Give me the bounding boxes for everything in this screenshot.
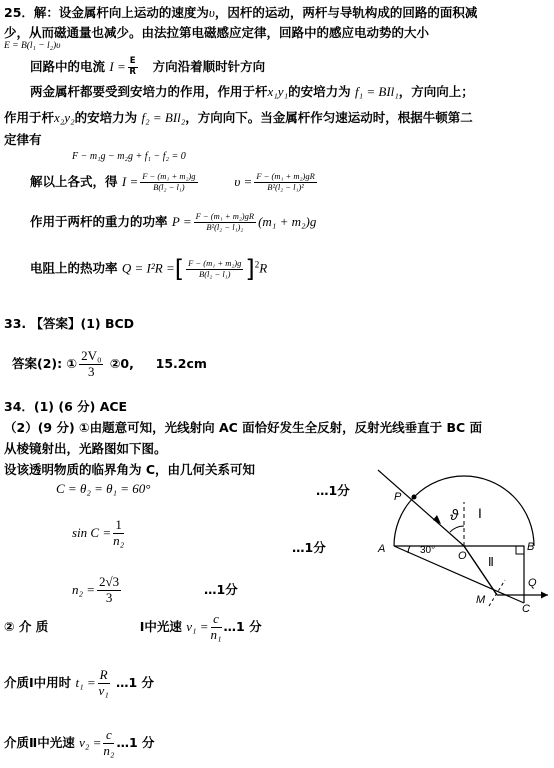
p34-eq-v1-line: ② 介 质 Ⅰ中光速 v₁ = $\frac{c}{\text{n₁}}$ …1 分: [4, 611, 262, 642]
p34-line2: （2）(9 分) ①由题意可知，光线射向 AC 面恰好发生全反射，反射光线垂直于 BC 面: [4, 420, 483, 435]
label-region-II: Ⅱ: [488, 555, 494, 569]
current-fraction: $\frac{E}{R}$: [129, 56, 136, 77]
p34-eq-v2-line: 介质Ⅱ中光速 v₂ = $\frac{c}{\text{n₂}}$ …1 分: [4, 727, 155, 758]
right-angle-marker: [516, 546, 524, 554]
p25-heat-power-line: 电阻上的热功率 Q = I²R =[ $\frac{\text{F − (m₁ + m₂)g}}{\text{B(l₂ − l₁)}}$ ]$^2$R: [30, 255, 268, 283]
p34-eq3-points: …1分: [204, 582, 238, 597]
label-B: B: [527, 541, 535, 553]
p34-eq-n2: n₂ = $\frac{2√3}{3}$: [72, 574, 120, 605]
label-C: C: [522, 603, 530, 612]
label-A: A: [378, 543, 386, 555]
label-region-I: Ⅰ: [478, 506, 482, 521]
label-Q: Q: [528, 577, 537, 589]
theta-arc: [450, 526, 464, 532]
label-P: P: [394, 491, 402, 503]
refracted-ray: [464, 546, 497, 595]
p25-line1: 25．解：设金属杆向上运动的速度为υ，因杆的运动，两杆与导轨构成的回路的面积减: [4, 5, 478, 20]
p34-eq-t1-line: 介质Ⅰ中用时 t₁ = $\frac{R}{\text{v₁}}$ …1 分: [4, 667, 155, 698]
label-angle-30: 30°: [420, 545, 436, 556]
p25-emf-equation: E = B(l₁ − l₂)υ: [4, 41, 61, 51]
p25-force2-line: 作用于杆x₂y₂的安培力为 f₂ = BIl₂，方向向下。当金属杆作匀速运动时，根据牛顿第二: [4, 110, 473, 125]
exit-arrow-icon: [541, 592, 548, 599]
p34-line4: 设该透明物质的临界角为 C，由几何关系可知: [4, 462, 256, 477]
p25-newton-equation: F − m₁g − m₂g + f₁ − f₂ = 0: [72, 151, 186, 162]
p33-answer-line: 33. 【答案】(1) BCD: [4, 316, 135, 331]
point-P: [412, 495, 417, 500]
p25-force1-line: 两金属杆都要受到安培力的作用，作用于杆x₁y₁的安培力为 f₁ = BIl₁，方向向上；: [30, 84, 474, 99]
p34-eq2-points: …1分: [292, 540, 326, 555]
p34-line3: 从棱镜射出，光路图如下图。: [4, 441, 167, 456]
p25-line2: 少，从而磁通量也减少。由法拉第电磁感应定律，回路中的感应电动势的大小: [4, 25, 430, 40]
p25-line7: 定律有: [4, 132, 42, 147]
p34-eq-sinC: sin C = $\frac{1}{\text{n₂}}$: [72, 517, 125, 548]
label-O: O: [458, 550, 467, 562]
prism-light-path-diagram: [370, 462, 550, 612]
p34-eq1-points: …1分: [316, 483, 350, 498]
p33-answer2-line: 答案(2): ① $\frac{\text{2V₀}}{3}$ ②0, 15.2cm: [12, 348, 207, 379]
label-theta: ϑ: [450, 507, 459, 524]
p25-solution-line: 解以上各式，得 I = $\frac{\text{F − (m₁ + m₂)g}}{\text{B(l₂ − l₁)}}$ υ = $\frac{\text{F − (m₁ + m₂)gR}}{\text{B²(l₂ − l₁)²}}$: [30, 171, 315, 192]
p25-current-line: 回路中的电流 I = $\frac{E}{R}$ 方向沿着顺时针方向: [30, 56, 266, 77]
label-M: M: [476, 594, 486, 606]
p34-line1: 34．(1) (6 分) ACE: [4, 399, 128, 414]
p34-eq-critical-angle: C = θ₂ = θ₁ = 60°: [56, 481, 151, 496]
p25-gravity-power-line: 作用于两杆的重力的功率 P = $\frac{\text{F − (m₁ + m₂)gR}}{\text{B²(l₂ − l₁)₂}}$ (m₁ + m₂)g: [30, 211, 317, 232]
